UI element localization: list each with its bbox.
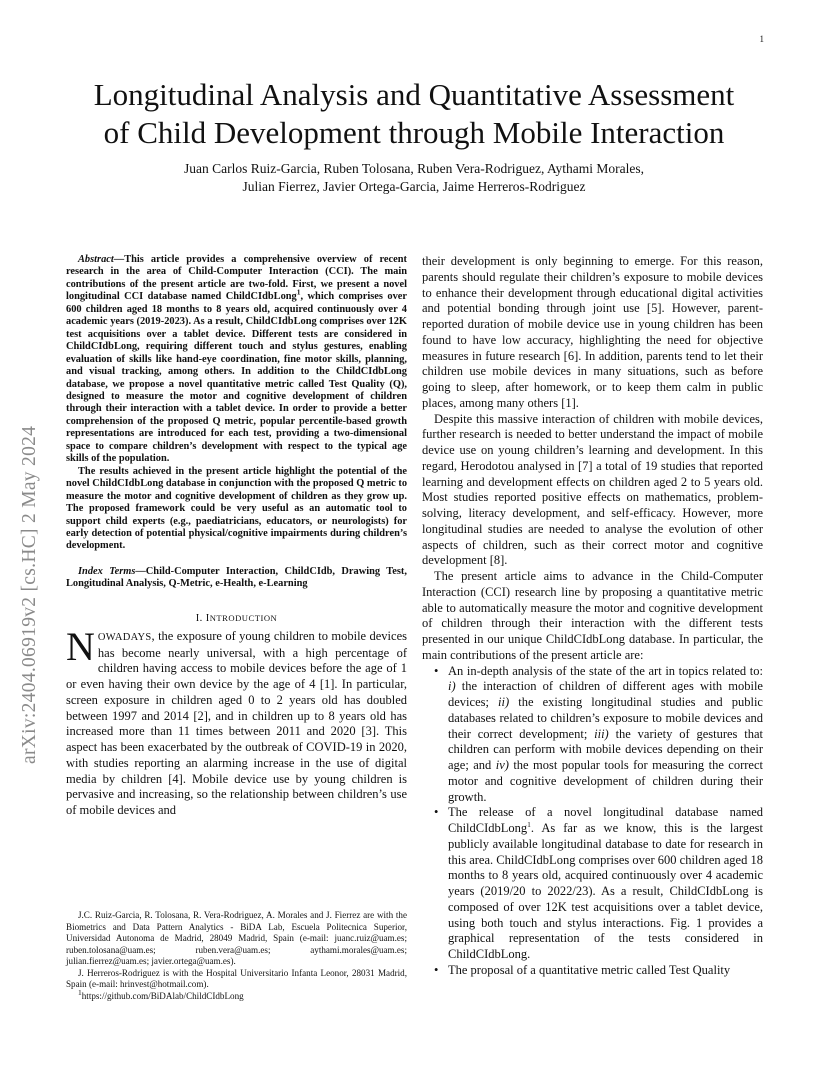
section-title-caps: NTRODUCTION (209, 612, 278, 623)
contribution-item: • The release of a novel longitudinal database named ChildCIdbLong$^1$. As far as we know, this is the largest publicly available longitudinal database to date for research in this area. ChildCIdbLong comprises over 600 children aged 18 months to 8 years old, acquired continuously over 4 academic years (2019/20 to 2022/23). As a result, ChildCIdbLong is composed of over 12K test acquisitions over a tablet device, using both touch and stylus interactions. Fig. 1 provides a graphical representation of the tests considered in ChildCIdbLong. (434, 805, 763, 961)
paragraph-contributions-intro: The present article aims to advance in the Child-Computer Interaction (CCI) research line by proposing a quantitative metric able to automatically measure the motor and cognitive development of children through their interaction with the different tests presented in our unique ChildCIdbLong database. In particular, the main contributions of the present article are: (422, 569, 763, 662)
index-terms-label: Index Terms (78, 565, 136, 577)
contribution-item: • An in-depth analysis of the state of the art in topics related to: i) the interaction of children of different ages with mobile devices; ii) the existing longitudinal studies and public databases related to children’s exposure to mobile devices and their correct development; iii) the variety of gestures that children can perform with mobile devices depending on their age; and iv) the most popular tools for measuring the correct motor and cognitive development of children during their growth. (434, 663, 763, 804)
repository-link[interactable]: https://github.com/BiDAlab/ChildCIdbLong (81, 990, 244, 1001)
footnote-url (66, 987, 407, 1003)
section-heading-introduction (66, 613, 407, 624)
abstract-paragraph-1 (66, 254, 407, 466)
footnote-url-mark: 1 (78, 987, 82, 997)
footnote-mark[interactable]: 1 (527, 819, 531, 829)
authors-line-1: Juan Carlos Ruiz-Garcia, Ruben Tolosana, Ruben Vera-Rodriguez, Aythami Morales, (184, 161, 644, 176)
intro-text: , the exposure of young children to mobile devices has become nearly universal, with a high percentage of children having access to mobile devices before the age of 1 or even having their own device by the age of 4 [1]. In particular, screen exposure in children aged 0 to 2 years old has doubled between 1997 and 2014 [2], and in children up to 8 years old has increased more than 11 times between 2011 and 2020 [3]. This aspect has been exacerbated by the outbreak of COVID-19 in 2020, with studies reporting an alarming increase in the use of digital media by children [4]. Mobile device use by young children is pervasive and increasing, so the relationship between children’s use of mobile devices and (66, 628, 407, 818)
index-terms (66, 566, 407, 591)
title-line-2: of Child Development through Mobile Interaction (103, 115, 725, 150)
intro-paragraph (66, 623, 407, 819)
paragraph-device-regulation: their development is only beginning to emerge. For this reason, parents should regulate their children’s exposure to mobile devices to enhance their development through educational digital activities and potential bonding through joint use [5]. However, parent-reported duration of mobile device use in young children has been found to have low accuracy, highlighting the need for objective measures in future research [6]. In addition, parents tend to let their children use mobile devices in many situations, such as before going to sleep, after homework, or to keep them calm in public places, among many others [1]. (422, 254, 763, 410)
section-numeral: I. (195, 612, 206, 624)
abstract-paragraph-2: The results achieved in the present article highlight the potential of the novel ChildCIdbLong database in conjunction with the proposed Q metric to measure the motor and cognitive development of children as they grow up. The proposed framework could be very useful as an automatic tool to support child experts (e.g., paediatricians, educators, or neurologists) for early detection of potential physical/cognitive impairments during children’s development. (66, 465, 408, 552)
authors-line-2: Julian Fierrez, Javier Ortega-Garcia, Jaime Herreros-Rodriguez (242, 179, 586, 194)
footnote-affiliation-1: J.C. Ruiz-Garcia, R. Tolosana, R. Vera-Rodriguez, A. Morales and J. Fierrez are with the Biometrics and Data Pattern Analytics - BiDA Lab, Escuela Politecnica Superior, Universidad Autonoma de Madrid, 28049 Madrid, Spain (e-mail: juanc.ruiz@uam.es; ruben.tolosana@uam.es; ruben.vera@uam.es; aythami.morales@uam.es; julian.fierrez@uam.es; javier.ortega@uam.es). (66, 910, 407, 966)
author-list (60, 160, 768, 196)
abstract-label: Abstract (78, 254, 114, 265)
bullet-icon: • (434, 805, 439, 820)
abstract-text-a: —This article provides a comprehensive overview of recent research in the area of Child-Computer Interaction (CCI). The main contributions of the present article are two-fold. First, we present a novel longitudinal CCI database named ChildCIdbLong (66, 254, 407, 303)
page-number: 1 (759, 34, 764, 44)
bullet-icon: • (434, 962, 439, 977)
left-column (66, 254, 407, 819)
section-initial: I (205, 612, 210, 624)
footnote-mark[interactable]: 1 (296, 287, 301, 297)
bullet-icon: • (434, 663, 439, 678)
contributions-list (422, 664, 763, 979)
paper-title (60, 76, 768, 152)
right-column (422, 254, 763, 979)
contribution-item: • The proposal of a quantitative metric called Test Quality (434, 962, 731, 977)
arxiv-identifier[interactable]: arXiv:2404.06919v2 [cs.HC] 2 May 2024 (19, 425, 40, 764)
paragraph-research-need: Despite this massive interaction of children with mobile devices, further research is needed to better understand the impact of mobile device use on young children’s learning and development. In this regard, Herodotou analysed in [7] a total of 19 studies that reported learning and development effects on children aged 2 to 5 years old. Most studies reported positive effects on mathematics, problem-solving, literacy development, and self-efficacy. However, more longitudinal studies are needed to analyse the evolution of other aspects of children, such as their correct motor and cognitive development [8]. (422, 411, 763, 568)
footnote-affiliation-2: J. Herreros-Rodriguez is with the Hospital Universitario Infanta Leonor, 28031 Madrid, Spain (e-mail: hrinvest@hotmail.com). (66, 967, 407, 989)
intro-first-word: OWADAYS (97, 631, 152, 643)
title-line-1: Longitudinal Analysis and Quantitative Assessment (93, 77, 735, 112)
abstract (66, 254, 407, 553)
index-terms-text: —Child-Computer Interaction, ChildCIdb, Drawing Test, Longitudinal Analysis, Q-Metric, e-Health, e-Learning (66, 565, 407, 590)
drop-cap: N (66, 623, 95, 669)
abstract-text-b: , which comprises over 600 children aged 18 months to 8 years old, acquired continuously over 4 academic years (2019-2023). As a result, ChildCIdbLong comprises over 12K test acquisitions over a tablet device. Different tests are considered in ChildCIdbLong, requiring different touch and stylus gestures, enabling evaluation of skills like hand-eye coordination, fine motor skills, planning, and visual tracking, among others. In addition to the ChildCIdbLong database, we propose a novel quantitative metric called Test Quality (Q), designed to measure the motor and cognitive development of children through their interaction with a tablet device. In order to provide a better comprehension of the proposed Q metric, popular percentile-based growth representations are introduced for each test, providing a two-dimensional space to compare children’s development with respect to the typical age skills of the population. (66, 291, 407, 465)
footnotes (66, 910, 407, 1002)
